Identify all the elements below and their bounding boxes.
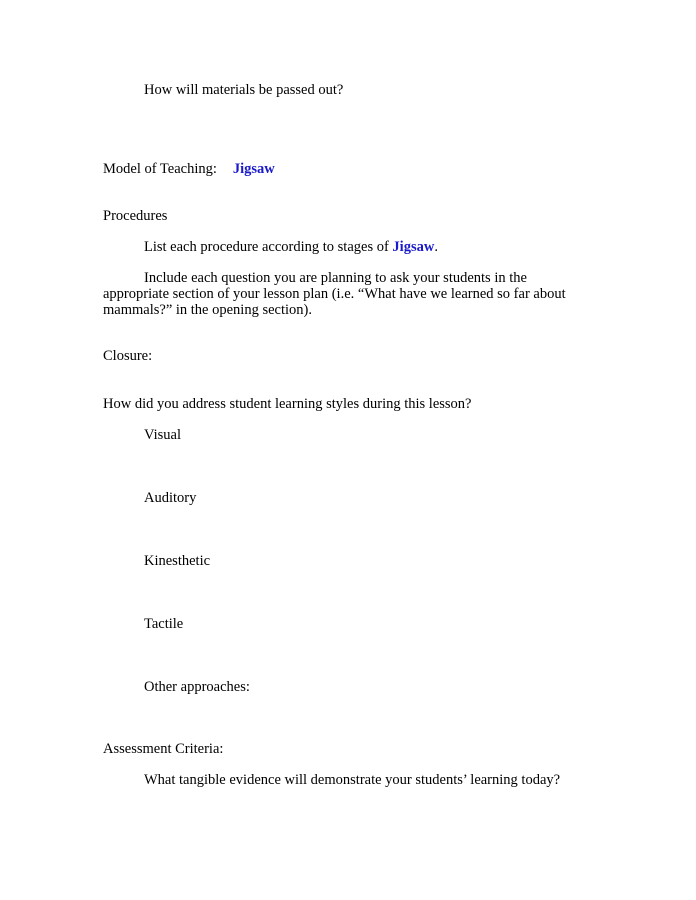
materials-question: How will materials be passed out? <box>144 82 344 98</box>
procedures-include-instruction: Include each question you are planning to ask your students in the appropriate section of your lesson plan (i.e. “What have we learned so far about mammals?” in the opening section). <box>103 270 566 318</box>
learning-style-auditory: Auditory <box>144 490 197 506</box>
procedures-list-prefix: List each procedure according to stages of <box>144 239 393 255</box>
procedures-heading: Procedures <box>103 208 168 224</box>
model-of-teaching-value: Jigsaw <box>232 161 275 177</box>
model-of-teaching <box>103 161 275 178</box>
procedures-list-instruction <box>144 239 438 256</box>
model-of-teaching-label: Model of Teaching: <box>103 161 217 177</box>
learning-style-other: Other approaches: <box>144 679 250 695</box>
assessment-heading: Assessment Criteria: <box>103 741 224 757</box>
learning-styles-question: How did you address student learning styles during this lesson? <box>103 396 472 412</box>
learning-style-kinesthetic: Kinesthetic <box>144 553 211 569</box>
assessment-question: What tangible evidence will demonstrate your students’ learning today? <box>144 772 561 788</box>
learning-style-tactile: Tactile <box>144 616 184 632</box>
procedures-list-suffix: . <box>434 239 438 255</box>
learning-style-visual: Visual <box>144 427 181 443</box>
procedures-list-model: Jigsaw <box>392 239 435 255</box>
closure-heading: Closure: <box>103 348 153 364</box>
